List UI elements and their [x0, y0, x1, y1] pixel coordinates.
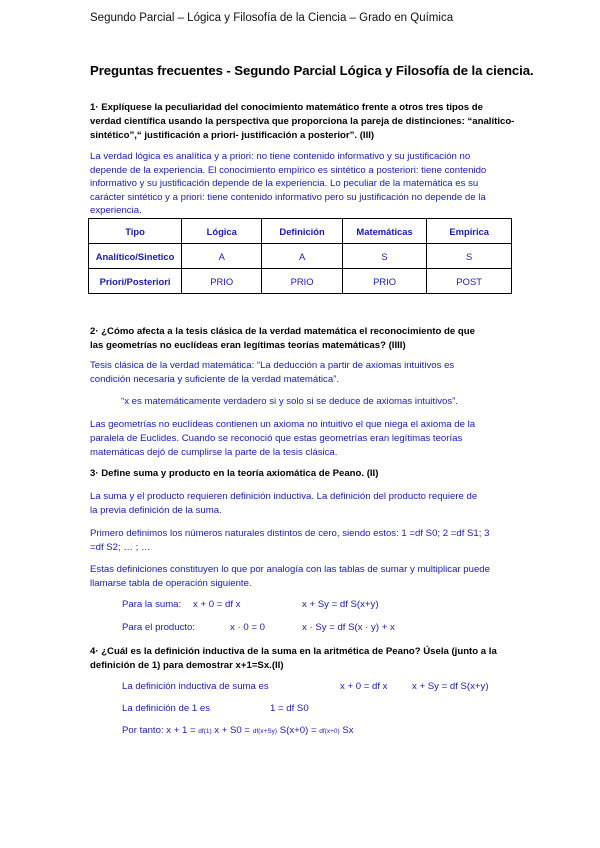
- text-line: condición necesaria y suficiente de la verdad matemática”.: [90, 374, 340, 385]
- question-3: 3· Define suma y producto en la teoría axiomática de Peano. (II): [90, 468, 379, 479]
- text-line: La verdad lógica es analítica y a priori: no tiene contenido informativo y su justificación no: [90, 151, 471, 162]
- text-line: carácter sintético y a priori: tiene contenido informativo pero su justificación no depende de la: [90, 191, 486, 203]
- table-cell: POST: [427, 269, 512, 294]
- truth-type-table: [88, 218, 512, 294]
- sum-label: Para la suma:: [122, 599, 182, 610]
- proof-justification: df(1): [198, 728, 212, 735]
- text-line: matemáticas dejó de cumplirse la parte de la tesis clásica.: [90, 447, 338, 458]
- proof-text: Sx: [339, 725, 354, 736]
- answer-2-quote: “x es matemáticamente verdadero si y solo si se deduce de axiomas intuitivos”.: [121, 396, 458, 407]
- text-line: sintético”,“ justificación a priori- justificación a posterior”. (III): [90, 130, 375, 141]
- question-1: [90, 101, 530, 143]
- table-header-cell: Definición: [262, 219, 342, 244]
- table-cell: S: [342, 244, 427, 269]
- page-header: Segundo Parcial – Lógica y Filosofía de la Ciencia – Grado en Química: [90, 12, 454, 24]
- table-cell: PRIO: [262, 269, 342, 294]
- text-line: verdad científica usando la perspectiva que proporciona la pareja de distinciones: “analítico-: [90, 116, 515, 127]
- text-line: 2· ¿Cómo afecta a la tesis clásica de la verdad matemática el reconocimiento de que: [90, 326, 475, 337]
- question-2: [90, 325, 530, 353]
- text-line: =df S2; … ; …: [90, 542, 151, 553]
- answer-1: [90, 150, 530, 218]
- product-formula-base: x · 0 = 0: [230, 622, 265, 633]
- page-title: Preguntas frecuentes - Segundo Parcial Lógica y Filosofía de la ciencia.: [90, 63, 534, 78]
- proof-text: x + S0 =: [211, 725, 253, 736]
- text-line: definición de 1) para demostrar x+1=Sx.(II): [90, 660, 284, 671]
- product-formula-step: x · Sy = df S(x · y) + x: [302, 622, 395, 633]
- answer-2-explanation: [90, 418, 530, 460]
- sum-definition-base: x + 0 = df x: [340, 681, 388, 692]
- text-line: Tesis clásica de la verdad matemática: “La deducción a partir de axiomas intuitivos es: [90, 360, 455, 371]
- text-line: informativo y su justificación depende de la experiencia. Lo peculiar de la matemática es su: [90, 178, 479, 190]
- text-line: llamarse tabla de operación siguiente.: [90, 578, 252, 589]
- one-definition-label: La definición de 1 es: [122, 703, 211, 714]
- text-line: La suma y el producto requieren definición inductiva. La definición del producto requiere de: [90, 491, 478, 502]
- product-label: Para el producto:: [122, 622, 196, 633]
- answer-2-thesis: [90, 359, 530, 387]
- text-line: Primero definimos los números naturales distintos de cero, siendo estos: 1 =df S0; 2 =df S1; 3: [90, 528, 490, 539]
- table-row: [89, 269, 512, 294]
- one-definition-formula: 1 = df S0: [270, 703, 309, 714]
- proof-text: Por tanto: x + 1 =: [122, 725, 199, 736]
- proof-justification: df(x+Sy): [252, 728, 278, 735]
- text-line: la previa definición de la suma.: [90, 505, 222, 516]
- table-header-cell: Empírica: [427, 219, 512, 244]
- table-header-cell: Tipo: [89, 219, 182, 244]
- proof-justification: df(x+0): [319, 728, 340, 735]
- text-line: 1· Explíquese la peculiaridad del conocimiento matemático frente a otros tres tipos de: [90, 102, 483, 113]
- table-cell: PRIO: [342, 269, 427, 294]
- sum-formula-base: x + 0 = df x: [193, 599, 241, 610]
- proof-text: S(x+0) =: [277, 725, 320, 736]
- table-cell: PRIO: [182, 269, 262, 294]
- text-line: Las geometrías no euclídeas contienen un axioma no intuitivo el que niega el axioma de la: [90, 419, 476, 430]
- text-line: experiencia.: [90, 205, 142, 217]
- table-row-label: Analítico/Sinetico: [89, 244, 182, 269]
- answer-3-table-intro: [90, 563, 530, 591]
- text-line: Estas definiciones constituyen lo que por analogía con las tablas de sumar y multiplicar puede: [90, 564, 490, 575]
- table-cell: A: [182, 244, 262, 269]
- text-line: depende de la experiencia. El conocimiento empírico es sintético a posteriori: tiene contenido: [90, 164, 487, 176]
- table-header-cell: Matemáticas: [342, 219, 427, 244]
- table-cell: A: [262, 244, 342, 269]
- text-line: 4· ¿Cuál es la definición inductiva de la suma en la aritmética de Peano? Úsela (junto a la: [90, 646, 497, 657]
- sum-definition-label: La definición inductiva de suma es: [122, 681, 269, 692]
- text-line: las geometrías no euclídeas eran legítimas teorías matemáticas? (IIII): [90, 340, 406, 351]
- sum-definition-step: x + Sy = df S(x+y): [412, 681, 489, 692]
- sum-formula-step: x + Sy = df S(x+y): [302, 599, 379, 610]
- proof-line: [122, 725, 354, 736]
- answer-3-intro: [90, 490, 530, 518]
- table-row-label: Priori/Posteriori: [89, 269, 182, 294]
- table-row: [89, 244, 512, 269]
- answer-3-naturals: [90, 527, 530, 555]
- table-header-row: [89, 219, 512, 244]
- question-4: [90, 645, 530, 673]
- text-line: paralela de Euclides. Cuando se reconoció que estas geometrías eran legítimas teorías: [90, 433, 463, 444]
- table-cell: S: [427, 244, 512, 269]
- table-header-cell: Lógica: [182, 219, 262, 244]
